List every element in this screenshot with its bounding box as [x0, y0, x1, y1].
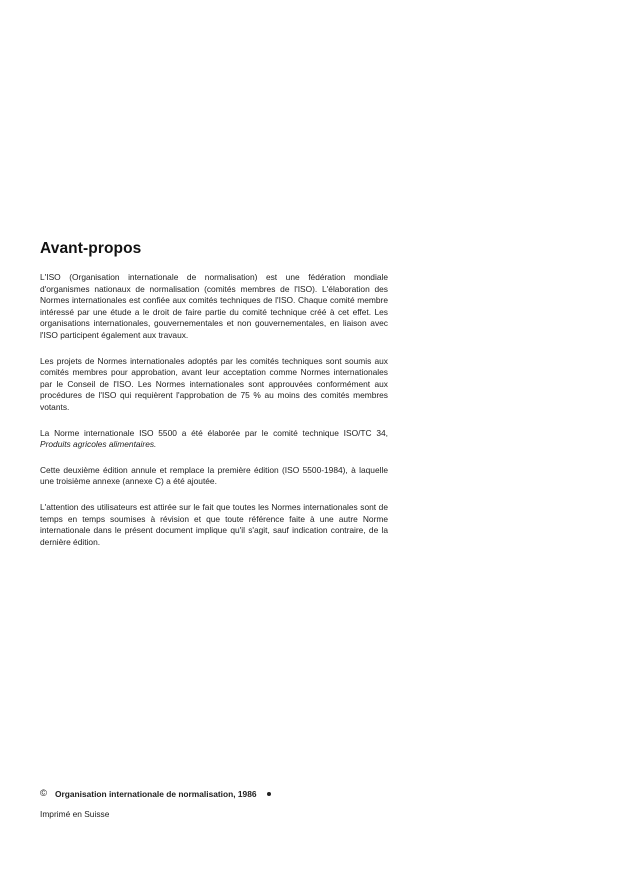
- bullet-icon: [267, 792, 271, 796]
- page-footer: [40, 788, 388, 819]
- foreword-section: [40, 240, 388, 562]
- copyright-icon: ©: [40, 788, 47, 799]
- standard-origin-text: La Norme internationale ISO 5500 a été élaborée par le comité technique ISO/TC 34,: [40, 427, 388, 438]
- printed-location: Imprimé en Suisse: [40, 809, 110, 819]
- paragraph-iso-description: L'ISO (Organisation internationale de normalisation) est une fédération mondiale d'organismes nationaux de normalisation (comités membres de l'ISO). L'élaboration des Normes internationales est confiée aux comités techniques de l'ISO. Chaque comité membre intéressé par une étude a le droit de faire partie du comité technique créé à cet effet. Les organisations internationales, gouvernementales et non gouvernementales, en liaison avec l'ISO participent également aux travaux.: [40, 272, 388, 340]
- paragraph-edition-note: Cette deuxième édition annule et remplace la première édition (ISO 5500-1984), à laquelle une troisième annexe (annexe C) a été ajoutée.: [40, 464, 388, 487]
- paragraph-approval-process: Les projets de Normes internationales adoptés par les comités techniques sont soumis aux comités membres pour approbation, avant leur acceptation comme Normes internationales par le Conseil de l'ISO. Les Normes internationales sont approuvées conformément aux procédures de l'ISO qui requièrent l'approbation de 75 % au moins des comités membres votants.: [40, 355, 388, 412]
- committee-title: Produits agricoles alimentaires.: [40, 439, 157, 450]
- copyright-line: [40, 788, 388, 799]
- copyright-text: Organisation internationale de normalisation, 1986: [55, 788, 257, 799]
- paragraph-revision-note: L'attention des utilisateurs est attirée sur le fait que toutes les Normes internationales sont de temps en temps soumises à révision et que toute référence faite à une autre Norme internationale dans le présent document implique qu'il s'agit, sauf indication contraire, de la dernière édition.: [40, 501, 388, 547]
- paragraph-standard-origin: [40, 428, 388, 451]
- page-title: Avant-propos: [40, 240, 142, 257]
